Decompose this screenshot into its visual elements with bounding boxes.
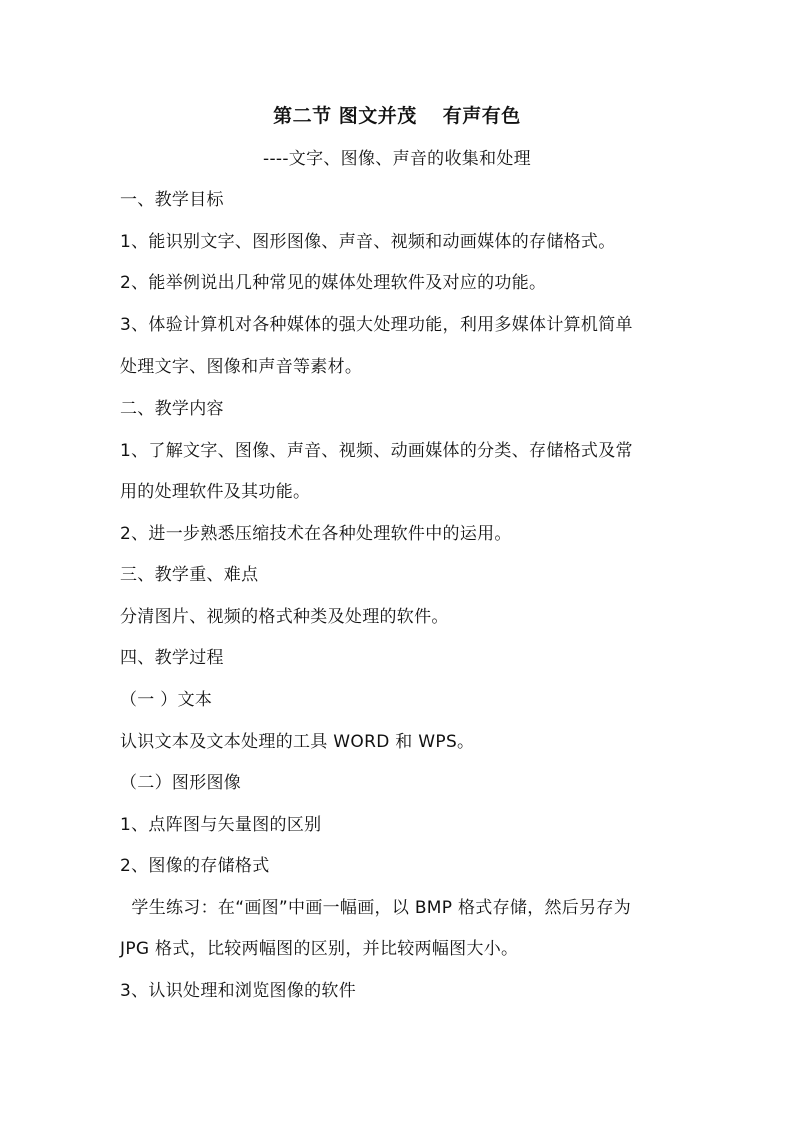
paragraph-line: 3、体验计算机对各种媒体的强大处理功能，利用多媒体计算机简单 (120, 315, 633, 335)
section-heading-key-points: 三、教学重、难点 (120, 565, 259, 585)
paragraph-line: 2、图像的存储格式 (120, 856, 270, 876)
paragraph-line: 处理文字、图像和声音等素材。 (120, 357, 363, 377)
paragraph-line: 1、能识别文字、图形图像、声音、视频和动画媒体的存储格式。 (120, 232, 616, 252)
paragraph-line: 认识文本及文本处理的工具 WORD 和 WPS。 (120, 732, 475, 752)
section-heading-content: 二、教学内容 (120, 399, 224, 419)
paragraph-line: 1、了解文字、图像、声音、视频、动画媒体的分类、存储格式及常 (120, 441, 633, 461)
section-heading-process: 四、教学过程 (120, 648, 224, 668)
paragraph-line: 3、认识处理和浏览图像的软件 (120, 981, 357, 1001)
title-main: 第二节 图文并茂 (273, 105, 417, 127)
document-title (0, 104, 794, 128)
title-tail: 有声有色 (442, 105, 521, 127)
paragraph-line: 2、进一步熟悉压缩技术在各种处理软件中的运用。 (120, 524, 512, 544)
section-heading-objectives: 一、教学目标 (120, 190, 224, 210)
paragraph-line: 学生练习：在“画图”中画一幅画，以 BMP 格式存储，然后另存为 (120, 898, 632, 918)
subsection-heading-text: （一 ）文本 (120, 690, 213, 710)
paragraph-line: 1、点阵图与矢量图的区别 (120, 815, 322, 835)
paragraph-line: JPG 格式，比较两幅图的区别，并比较两幅图大小。 (120, 939, 519, 959)
document-subtitle: ----文字、图像、声音的收集和处理 (263, 149, 531, 169)
paragraph-line: 2、能举例说出几种常见的媒体处理软件及对应的功能。 (120, 273, 547, 293)
paragraph-line: 用的处理软件及其功能。 (120, 482, 311, 502)
subsection-heading-graphics: （二）图形图像 (120, 773, 242, 793)
paragraph-line: 分清图片、视频的格式种类及处理的软件。 (120, 607, 449, 627)
